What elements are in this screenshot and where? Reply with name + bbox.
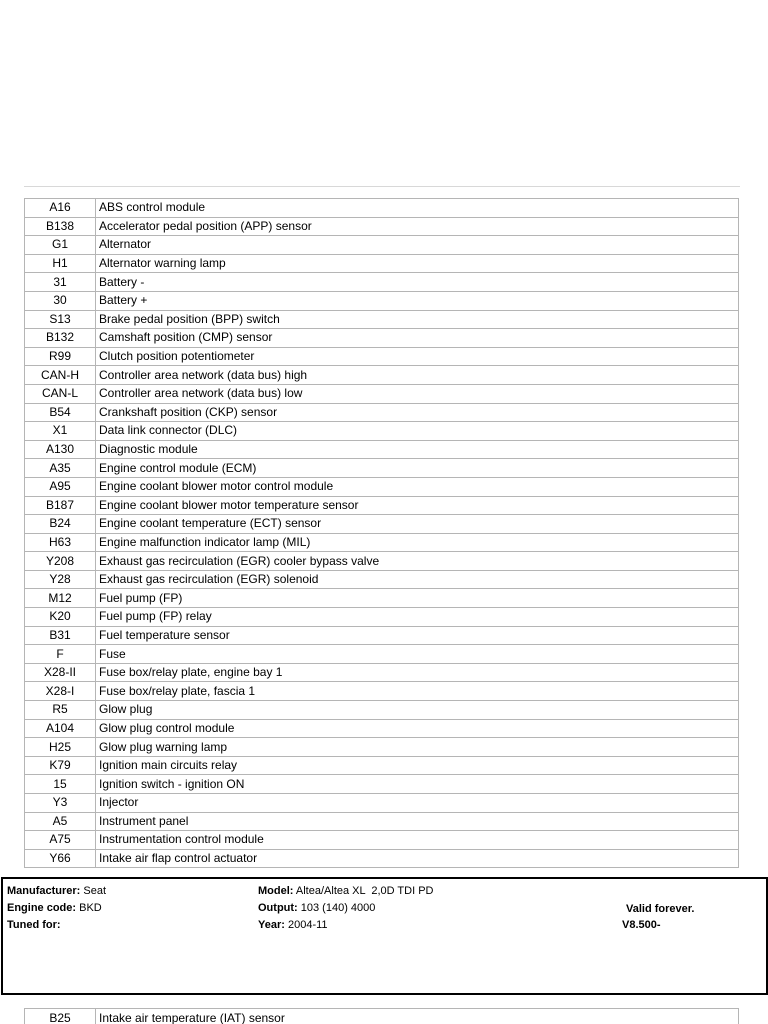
component-code: A104 [25, 719, 96, 738]
tuned-for-label: Tuned for: [7, 919, 61, 931]
tuned-for-line [7, 919, 61, 931]
component-description: Data link connector (DLC) [96, 422, 739, 441]
component-description: Fuel pump (FP) [96, 589, 739, 608]
component-description: Controller area network (data bus) high [96, 366, 739, 385]
component-code: B187 [25, 496, 96, 515]
table-row [25, 422, 739, 441]
table-row [25, 794, 739, 813]
component-description: Intake air temperature (IAT) sensor [96, 1009, 739, 1024]
component-code: CAN-L [25, 384, 96, 403]
component-description: Controller area network (data bus) low [96, 384, 739, 403]
component-code: 15 [25, 775, 96, 794]
component-description: Glow plug control module [96, 719, 739, 738]
component-description: Fuse box/relay plate, fascia 1 [96, 682, 739, 701]
component-code: A130 [25, 440, 96, 459]
component-code: A35 [25, 459, 96, 478]
version-text: V8.500- [622, 919, 661, 931]
component-code: B132 [25, 329, 96, 348]
component-code: X1 [25, 422, 96, 441]
validity-text: Valid forever. [626, 903, 695, 915]
component-code: B138 [25, 217, 96, 236]
component-code: X28-I [25, 682, 96, 701]
table-row [25, 329, 739, 348]
component-code: R5 [25, 701, 96, 720]
component-description: Engine coolant blower motor control module [96, 477, 739, 496]
component-description: Exhaust gas recirculation (EGR) cooler bypass valve [96, 552, 739, 571]
component-code: A16 [25, 199, 96, 218]
table-row [25, 366, 739, 385]
table-row [25, 347, 739, 366]
component-code: B24 [25, 515, 96, 534]
component-description: Ignition main circuits relay [96, 756, 739, 775]
table-row [25, 701, 739, 720]
component-code: Y3 [25, 794, 96, 813]
table-row [25, 645, 739, 664]
component-code: CAN-H [25, 366, 96, 385]
component-code: R99 [25, 347, 96, 366]
component-code: A75 [25, 831, 96, 850]
component-description: Intake air flap control actuator [96, 849, 739, 868]
continuation-table [24, 1008, 739, 1024]
table-row [25, 812, 739, 831]
component-code: X28-II [25, 663, 96, 682]
table-row [25, 663, 739, 682]
component-code: H63 [25, 533, 96, 552]
table-row [25, 217, 739, 236]
component-description: Crankshaft position (CKP) sensor [96, 403, 739, 422]
table-row [25, 719, 739, 738]
component-description: Battery + [96, 291, 739, 310]
table-row [25, 608, 739, 627]
table-row [25, 756, 739, 775]
component-code: S13 [25, 310, 96, 329]
component-description: Camshaft position (CMP) sensor [96, 329, 739, 348]
component-description: Clutch position potentiometer [96, 347, 739, 366]
component-code: F [25, 645, 96, 664]
output-line [258, 902, 375, 914]
component-description: Diagnostic module [96, 440, 739, 459]
component-description: Glow plug warning lamp [96, 738, 739, 757]
table-row [25, 831, 739, 850]
component-description: Ignition switch - ignition ON [96, 775, 739, 794]
table-row [25, 384, 739, 403]
output-value: 103 (140) 4000 [300, 902, 376, 914]
model-label: Model: [258, 885, 294, 897]
top-divider [24, 186, 740, 187]
component-description: Injector [96, 794, 739, 813]
component-description: Engine malfunction indicator lamp (MIL) [96, 533, 739, 552]
component-description: Alternator warning lamp [96, 254, 739, 273]
component-code: Y208 [25, 552, 96, 571]
component-description: Fuse box/relay plate, engine bay 1 [96, 663, 739, 682]
component-description: Exhaust gas recirculation (EGR) solenoid [96, 570, 739, 589]
model-line [258, 885, 433, 897]
engine-code-line [7, 902, 102, 914]
table-row [25, 552, 739, 571]
component-code: K20 [25, 608, 96, 627]
engine-code-value: BKD [79, 902, 102, 914]
component-code: Y28 [25, 570, 96, 589]
component-code: B25 [25, 1009, 96, 1024]
component-code: 31 [25, 273, 96, 292]
component-code: K79 [25, 756, 96, 775]
table-row [25, 254, 739, 273]
component-code: A5 [25, 812, 96, 831]
component-legend-table [24, 198, 739, 868]
output-label: Output: [258, 902, 298, 914]
table-row [25, 291, 739, 310]
manufacturer-label: Manufacturer: [7, 885, 81, 897]
table-row [25, 1009, 739, 1024]
year-label: Year: [258, 919, 285, 931]
component-description: Engine coolant blower motor temperature sensor [96, 496, 739, 515]
manufacturer-line [7, 885, 106, 897]
component-code: H25 [25, 738, 96, 757]
vehicle-info-box [1, 877, 768, 995]
component-code: 30 [25, 291, 96, 310]
table-row [25, 496, 739, 515]
table-row [25, 236, 739, 255]
component-description: Fuel pump (FP) relay [96, 608, 739, 627]
component-legend-body [25, 199, 739, 868]
component-code: Y66 [25, 849, 96, 868]
table-row [25, 515, 739, 534]
year-value: 2004-11 [287, 919, 328, 931]
component-description: Alternator [96, 236, 739, 255]
table-row [25, 440, 739, 459]
table-row [25, 533, 739, 552]
component-description: ABS control module [96, 199, 739, 218]
engine-code-label: Engine code: [7, 902, 77, 914]
component-description: Accelerator pedal position (APP) sensor [96, 217, 739, 236]
model-value: Altea/Altea XL 2,0D TDI PD [295, 885, 434, 897]
year-line [258, 919, 328, 931]
component-description: Instrument panel [96, 812, 739, 831]
component-code: B54 [25, 403, 96, 422]
component-code: A95 [25, 477, 96, 496]
component-code: G1 [25, 236, 96, 255]
component-code: B31 [25, 626, 96, 645]
component-description: Engine control module (ECM) [96, 459, 739, 478]
component-code: M12 [25, 589, 96, 608]
component-code: H1 [25, 254, 96, 273]
component-description: Brake pedal position (BPP) switch [96, 310, 739, 329]
component-description: Engine coolant temperature (ECT) sensor [96, 515, 739, 534]
component-description: Battery - [96, 273, 739, 292]
table-row [25, 626, 739, 645]
table-row [25, 682, 739, 701]
table-row [25, 477, 739, 496]
component-description: Glow plug [96, 701, 739, 720]
table-row [25, 570, 739, 589]
table-row [25, 589, 739, 608]
manufacturer-value: Seat [83, 885, 107, 897]
table-row [25, 849, 739, 868]
table-row [25, 775, 739, 794]
table-row [25, 310, 739, 329]
component-description: Fuse [96, 645, 739, 664]
table-row [25, 459, 739, 478]
component-description: Instrumentation control module [96, 831, 739, 850]
table-row [25, 403, 739, 422]
table-row [25, 199, 739, 218]
table-row [25, 273, 739, 292]
table-row [25, 738, 739, 757]
component-description: Fuel temperature sensor [96, 626, 739, 645]
